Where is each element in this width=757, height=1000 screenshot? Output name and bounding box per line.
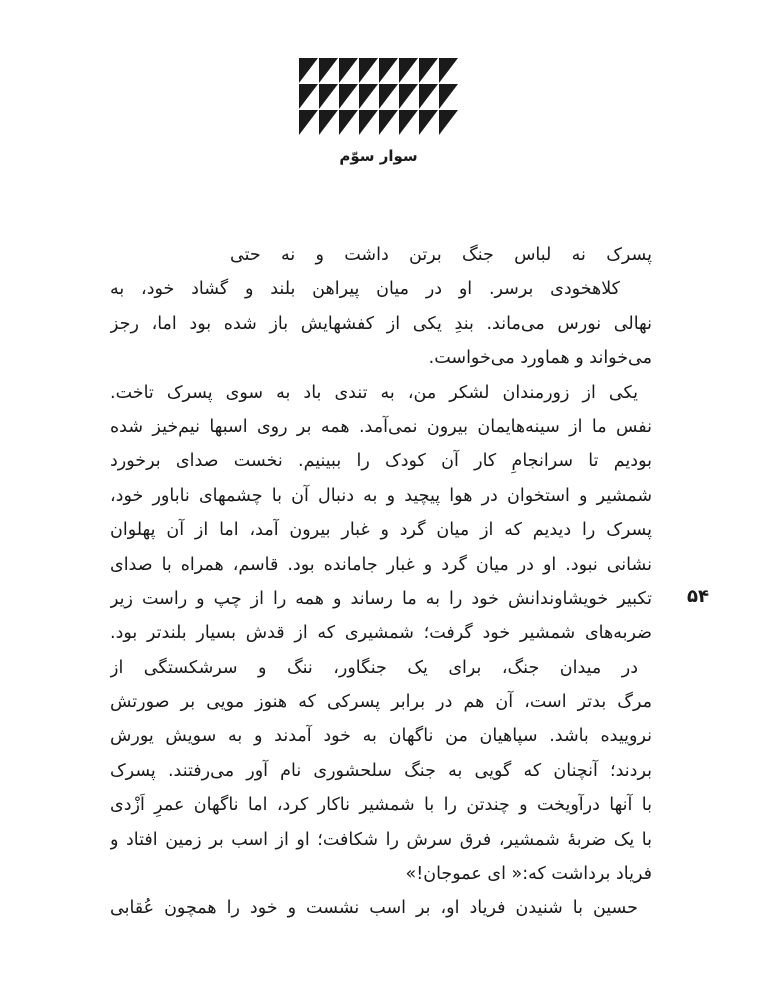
ornament-triangle (359, 58, 378, 83)
ornament-triangle (319, 58, 338, 83)
chapter-title: سوار سوّم (339, 147, 418, 165)
text-line: پسرک نه لباس جنگ برتن داشت و نه حتی (230, 245, 652, 265)
text-line: با یک ضربهٔ شمشیر، فرق سرش را شکافت؛ او از اسب بر زمین افتاد و (110, 829, 652, 850)
text-line: در میدان جنگ، برای یک جنگاور، ننگ و سرشکستگی از (110, 657, 638, 678)
text-line: تکبیر خویشاوندانش خود را به ما رساند و همه را از چپ و راست زیر (110, 588, 652, 609)
ornament-triangle (399, 110, 418, 135)
ornament-triangle (319, 84, 338, 109)
text-line: با آنها درآویخت و چندتن را با شمشیر ناکار کرد، اما ناگهان عمرِ اَزْدی (110, 795, 652, 816)
ornament-triangle (299, 84, 318, 109)
ornament-triangle (359, 110, 378, 135)
text-line: بودیم تا سرانجامِ کار آن کودک را ببینیم. نخست صدای برخورد (110, 451, 652, 472)
ornament-triangle (339, 58, 358, 83)
text-line: یکی از زورمندان لشکر من، به تندی باد به سوی پسرک تاخت. (110, 382, 638, 403)
ornament-triangle (399, 58, 418, 83)
text-line: نفس ما از سینه‌هایمان بیرون نمی‌آمد. همه بر روی اسبها نیم‌خیز شده (110, 416, 652, 437)
page-body-text (110, 238, 652, 926)
text-line: شمشیر و استخوان در هوا پیچید و به دنبال آن با چشمهای ناباور خود، (110, 485, 652, 506)
ornament-triangle (339, 110, 358, 135)
ornament-triangle (359, 84, 378, 109)
text-line: نهالی نورس می‌ماند. بندِ یکی از کفشهایش باز شده بود اما، رجز (110, 313, 652, 334)
ornament-triangle (419, 110, 438, 135)
text-line: حسین با شنیدن فریاد او، بر اسب نشست و خود را همچون عُقابی (110, 898, 638, 919)
ornament-triangle (419, 58, 438, 83)
text-line: پسرک را دیدیم که از میان گرد و غبار بیرون آمد، اما از آن پهلوان (110, 520, 652, 541)
ornament-triangle (399, 84, 418, 109)
ornament-triangle (379, 110, 398, 135)
text-line: نروییده باشد. سپاهیان من ناگهان به خود آمدند و به سویش یورش (110, 726, 652, 747)
page-number: ۵۴ (687, 586, 709, 607)
ornament-triangle (379, 84, 398, 109)
text-line: مرگ بدتر است، آن هم در برابر پسرکی که هنوز مویی بر صورتش (110, 692, 652, 713)
ornament-triangle (439, 58, 458, 83)
text-line: بردند؛ آنچنان که گویی به جنگ سلحشوری نام آور می‌رفتند. پسرک (110, 760, 652, 781)
ornament-triangle (439, 84, 458, 109)
ornament-triangle (299, 110, 318, 135)
text-line: نشانی نبود. او در میان گرد و غبار جامانده بود. قاسم، همراه با صدای (110, 554, 652, 575)
ornament-triangle (339, 84, 358, 109)
ornament-triangle (319, 110, 338, 135)
text-line: می‌خواند و هماورد می‌خواست. (428, 348, 652, 369)
text-line: کلاهخودی برسر. او در میان پیراهن بلند و گشاد خود، به (110, 279, 620, 300)
ornament-triangle (439, 110, 458, 135)
ornament-triangle (419, 84, 438, 109)
text-line: ضربه‌های شمشیر خود گرفت؛ شمشیری که از قدش بسیار بلندتر بود. (110, 623, 652, 644)
ornament-triangle (379, 58, 398, 83)
ornament-triangle (299, 58, 318, 83)
triangle-pattern-ornament-icon (299, 58, 459, 138)
text-line: فریاد برداشت که:« ای عموجان!» (405, 864, 652, 885)
